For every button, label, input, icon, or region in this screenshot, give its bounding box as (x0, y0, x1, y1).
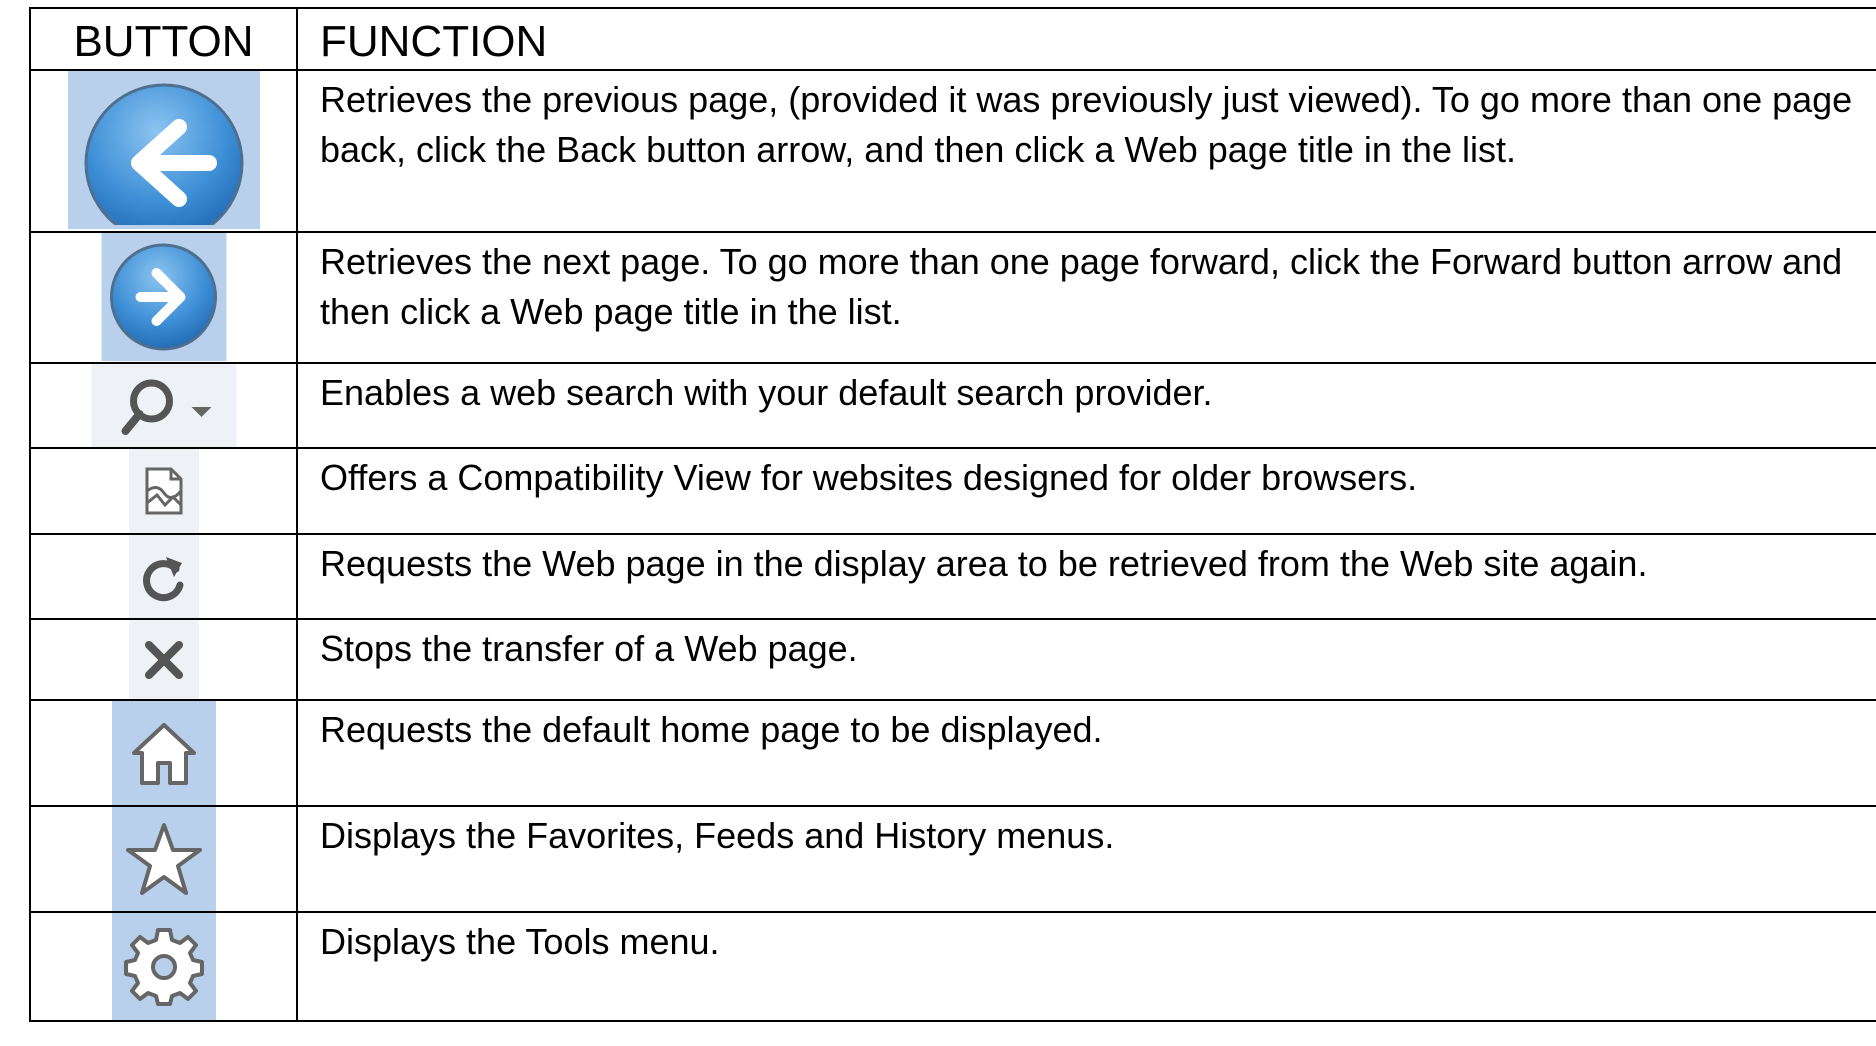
table-row (30, 912, 1876, 1021)
table-row (30, 619, 1876, 700)
table-row (30, 448, 1876, 534)
icon-cell (30, 232, 297, 363)
function-text: Enables a web search with your default search provider. (297, 363, 1876, 448)
table-row (30, 534, 1876, 619)
table-row (30, 806, 1876, 912)
table-row (30, 232, 1876, 363)
function-text: Retrieves the next page. To go more than one page forward, click the Forward button arrow and then click a Web page title in the list. (297, 232, 1876, 363)
icon-cell (30, 912, 297, 1021)
icon-cell (30, 448, 297, 534)
search-dropdown-icon (104, 371, 224, 441)
table-row (30, 363, 1876, 448)
icon-cell (30, 70, 297, 232)
button-column-header: BUTTON (30, 8, 297, 70)
tools-gear-icon (124, 927, 204, 1007)
table-row (30, 700, 1876, 806)
stop-icon (139, 635, 189, 685)
header-row (30, 8, 1876, 70)
function-text: Displays the Favorites, Feeds and History menus. (297, 806, 1876, 912)
home-icon (124, 713, 204, 793)
favorites-star-icon (122, 817, 206, 901)
icon-cell (30, 363, 297, 448)
forward-arrow-icon (106, 240, 221, 355)
icon-cell (30, 806, 297, 912)
icon-cell (30, 700, 297, 806)
function-text: Offers a Compatibility View for websites designed for older browsers. (297, 448, 1876, 534)
back-arrow-icon (79, 75, 249, 225)
function-text: Displays the Tools menu. (297, 912, 1876, 1021)
table-row (30, 70, 1876, 232)
function-text: Requests the default home page to be displayed. (297, 700, 1876, 806)
function-text: Stops the transfer of a Web page. (297, 619, 1876, 700)
function-column-header: FUNCTION (297, 8, 1876, 70)
function-text: Requests the Web page in the display area to be retrieved from the Web site again. (297, 534, 1876, 619)
compatibility-view-icon (139, 461, 189, 521)
browser-buttons-table (29, 7, 1876, 1022)
function-text: Retrieves the previous page, (provided it was previously just viewed). To go more than one page back, click the Back button arrow, and then click a Web page title in the list. (297, 70, 1876, 232)
icon-cell (30, 619, 297, 700)
icon-cell (30, 534, 297, 619)
refresh-icon (136, 547, 192, 607)
